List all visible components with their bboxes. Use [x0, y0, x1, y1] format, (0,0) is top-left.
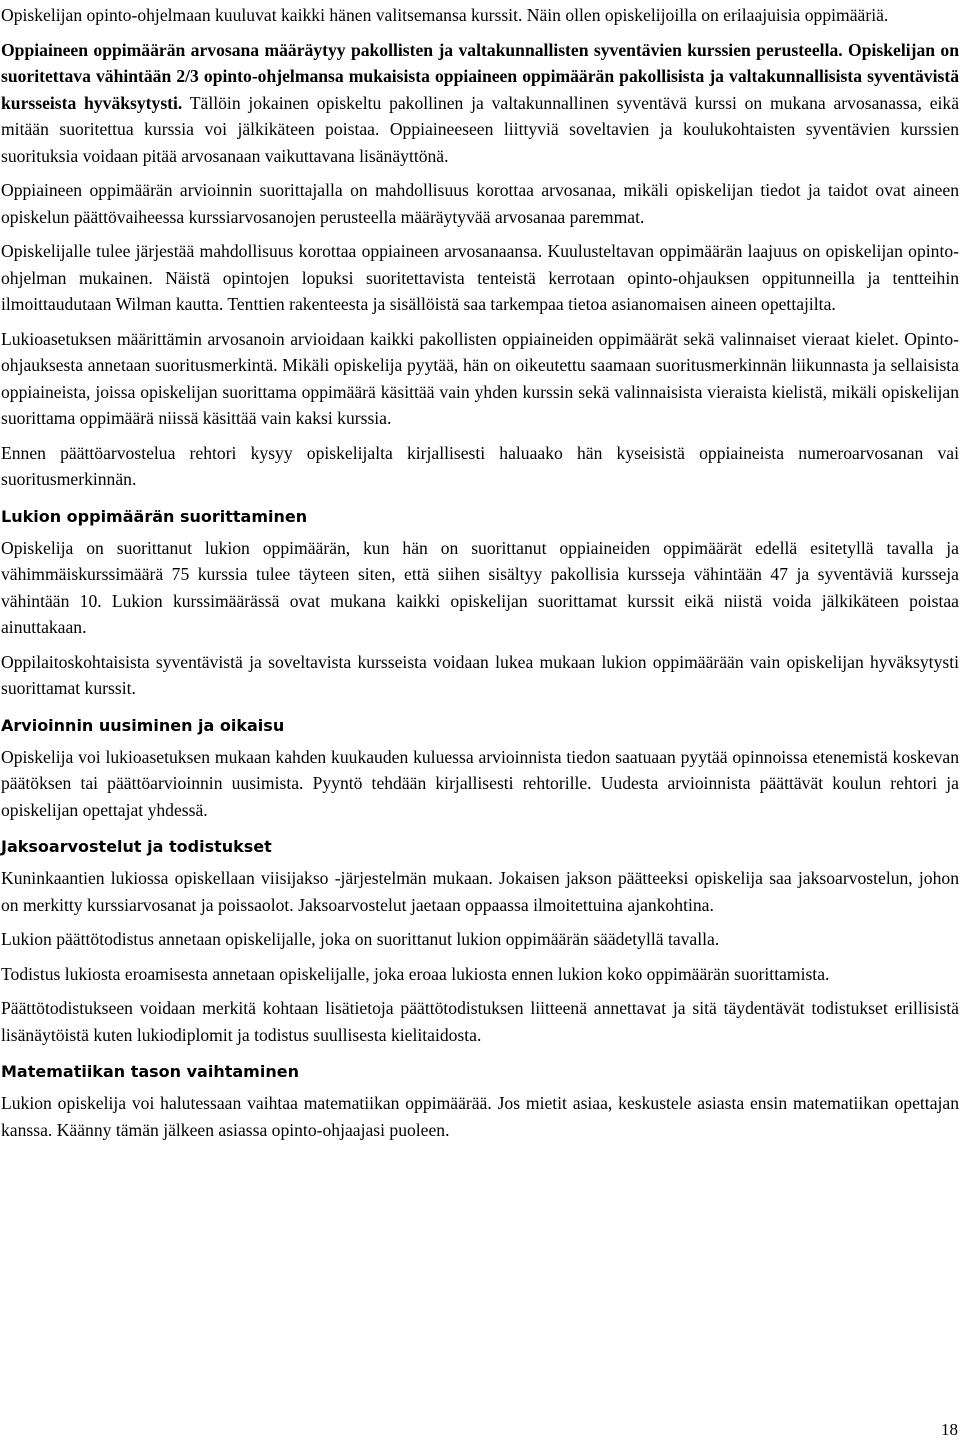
- paragraph: Opiskelija voi lukioasetuksen mukaan kahden kuukauden kuluessa arvioinnista tiedon saatuaan pyytää opinnoissa etenemistä koskevan päätöksen tai päättöarvioinnin uusimista. Pyyntö tehdään kirjallisesti rehtorille. Uudesta arvioinnista päättävät koulun rehtori ja opiskelijan opettajat yhdessä.: [1, 746, 959, 820]
- page-number: 18: [941, 1420, 958, 1439]
- paragraph: Opiskelijalle tulee järjestää mahdollisuus korottaa oppiaineen arvosanaansa. Kuulusteltavan oppimäärän laajuus on opiskelijan opinto-ohjelman mukainen. Näistä opintojen lopuksi suoritettavista tenteistä kerrotaan opinto-ohjauksen oppitunneilla ja tentteihin ilmoittaudutaan Wilman kautta. Tenttien rakenteesta ja sisällöistä saa tarkempaa tietoa asianomaisen aineen opettajilta.: [1, 241, 959, 314]
- paragraph: Todistus lukiosta eroamisesta annetaan opiskelijalle, joka eroaa lukiosta ennen lukion koko oppimäärän suorittamista.: [1, 963, 830, 984]
- section-heading: Matematiikan tason vaihtaminen: [1, 1062, 299, 1081]
- paragraph: Lukion opiskelija voi halutessaan vaihtaa matematiikan oppimäärää. Jos mietit asiaa, keskustele asiasta ensin matematiikan opettajan kanssa. Käänny tämän jälkeen asiassa opinto-ohjaajasi puoleen.: [1, 1093, 959, 1140]
- paragraph: Lukion päättötodistus annetaan opiskelijalle, joka on suorittanut lukion oppimäärän säädetyllä tavalla.: [1, 929, 720, 949]
- page-content: [1, 2, 959, 1151]
- section-heading: Jaksoarvostelut ja todistukset: [1, 837, 272, 856]
- paragraph: Ennen päättöarvostelua rehtori kysyy opiskelijalta kirjallisesti haluaako hän kyseisistä oppiaineista numeroarvosanan vai suoritusmerkinnän.: [1, 442, 959, 489]
- section-heading: Lukion oppimäärän suorittaminen: [1, 506, 308, 526]
- paragraph: [1, 37, 959, 170]
- paragraph: Opiskelijan opinto-ohjelmaan kuuluvat kaikki hänen valitsemansa kurssit. Näin ollen opiskelijoilla on erilaajuisia oppimääriä.: [1, 5, 889, 25]
- paragraph: Opiskelija on suorittanut lukion oppimäärän, kun hän on suorittanut oppiaineiden oppimäärät edellä esitetyllä tavalla ja vähimmäiskurssimäärä 75 kurssia tulee täyteen siten, että siihen sisältyy pakollisia kursseja vähintään 47 ja syventäviä kursseja vähintään 10. Lukion kurssimäärässä ovat mukana kaikki opiskelijan suorittamat kurssit eikä niistä voida jälkikäteen poistaa ainuttakaan.: [1, 537, 959, 637]
- paragraph: Kuninkaantien lukiossa opiskellaan viisijakso -järjestelmän mukaan. Jokaisen jakson päätteeksi opiskelija saa jaksoarvostelun, johon on merkitty kurssiarvosanat ja poissaolot. Jaksoarvostelut jaetaan oppaassa ilmoitettuina ajankohtina.: [1, 868, 959, 915]
- section-heading: Arvioinnin uusiminen ja oikaisu: [1, 715, 285, 735]
- paragraph: Lukioasetuksen määrittämin arvosanoin arvioidaan kaikki pakollisten oppiaineiden oppimäärät sekä valinnaiset vieraat kielet. Opinto-ohjauksesta annetaan suoritusmerkintä. Mikäli opiskelija pyytää, hän on oikeutettu saamaan suoritusmerkinnän liikunnasta ja sellaisista oppiaineista, joissa opiskelijan suorittama oppimäärä käsittää vain yhden kurssin sekä valinnaisista vieraista kielistä, mikäli opiskelijan suorittama oppimäärä niissä käsittää vain kaksi kurssia.: [1, 328, 959, 428]
- paragraph-text: Tällöin jokainen opiskeltu pakollinen ja valtakunnallinen syventävä kurssi on mukana arvosanassa, eikä mitään suoritettua kurssia voi jälkikäteen poistaa. Oppiaineeseen liittyviä soveltavien ja koulukohtaisten syventävien kurssien suorituksia voidaan pitää arvosanaan vaikuttavana lisänäyttönä.: [1, 92, 959, 166]
- paragraph: Oppiaineen oppimäärän arvioinnin suorittajalla on mahdollisuus korottaa arvosanaa, mikäli opiskelijan tiedot ja taidot ovat aineen opiskelun päättövaiheessa kurssiarvosanojen perusteella määräytyvää arvosanaa paremmat.: [1, 180, 959, 227]
- paragraph: Oppilaitoskohtaisista syventävistä ja soveltavista kursseista voidaan lukea mukaan lukion oppimäärään vain opiskelijan hyväksytysti suorittamat kurssit.: [1, 651, 959, 698]
- bold-text: Oppiaineen oppimäärän arvosana määräytyy pakollisten ja valtakunnallisten syventävien kurssien perusteella. Opiskelijan on suoritettava vähintään 2/3 opinto-ohjelmansa mukaisista oppiaineen oppimäärän pakollisista ja valtakunnallisista syventävistä kursseista hyväksytysti.: [1, 39, 959, 113]
- paragraph: Päättötodistukseen voidaan merkitä kohtaan lisätietoja päättötodistuksen liitteenä annettavat ja sitä täydentävät todistukset erillisistä lisänäytöistä kuten lukiodiplomit ja todistus suullisesta kielitaidosta.: [1, 998, 959, 1045]
